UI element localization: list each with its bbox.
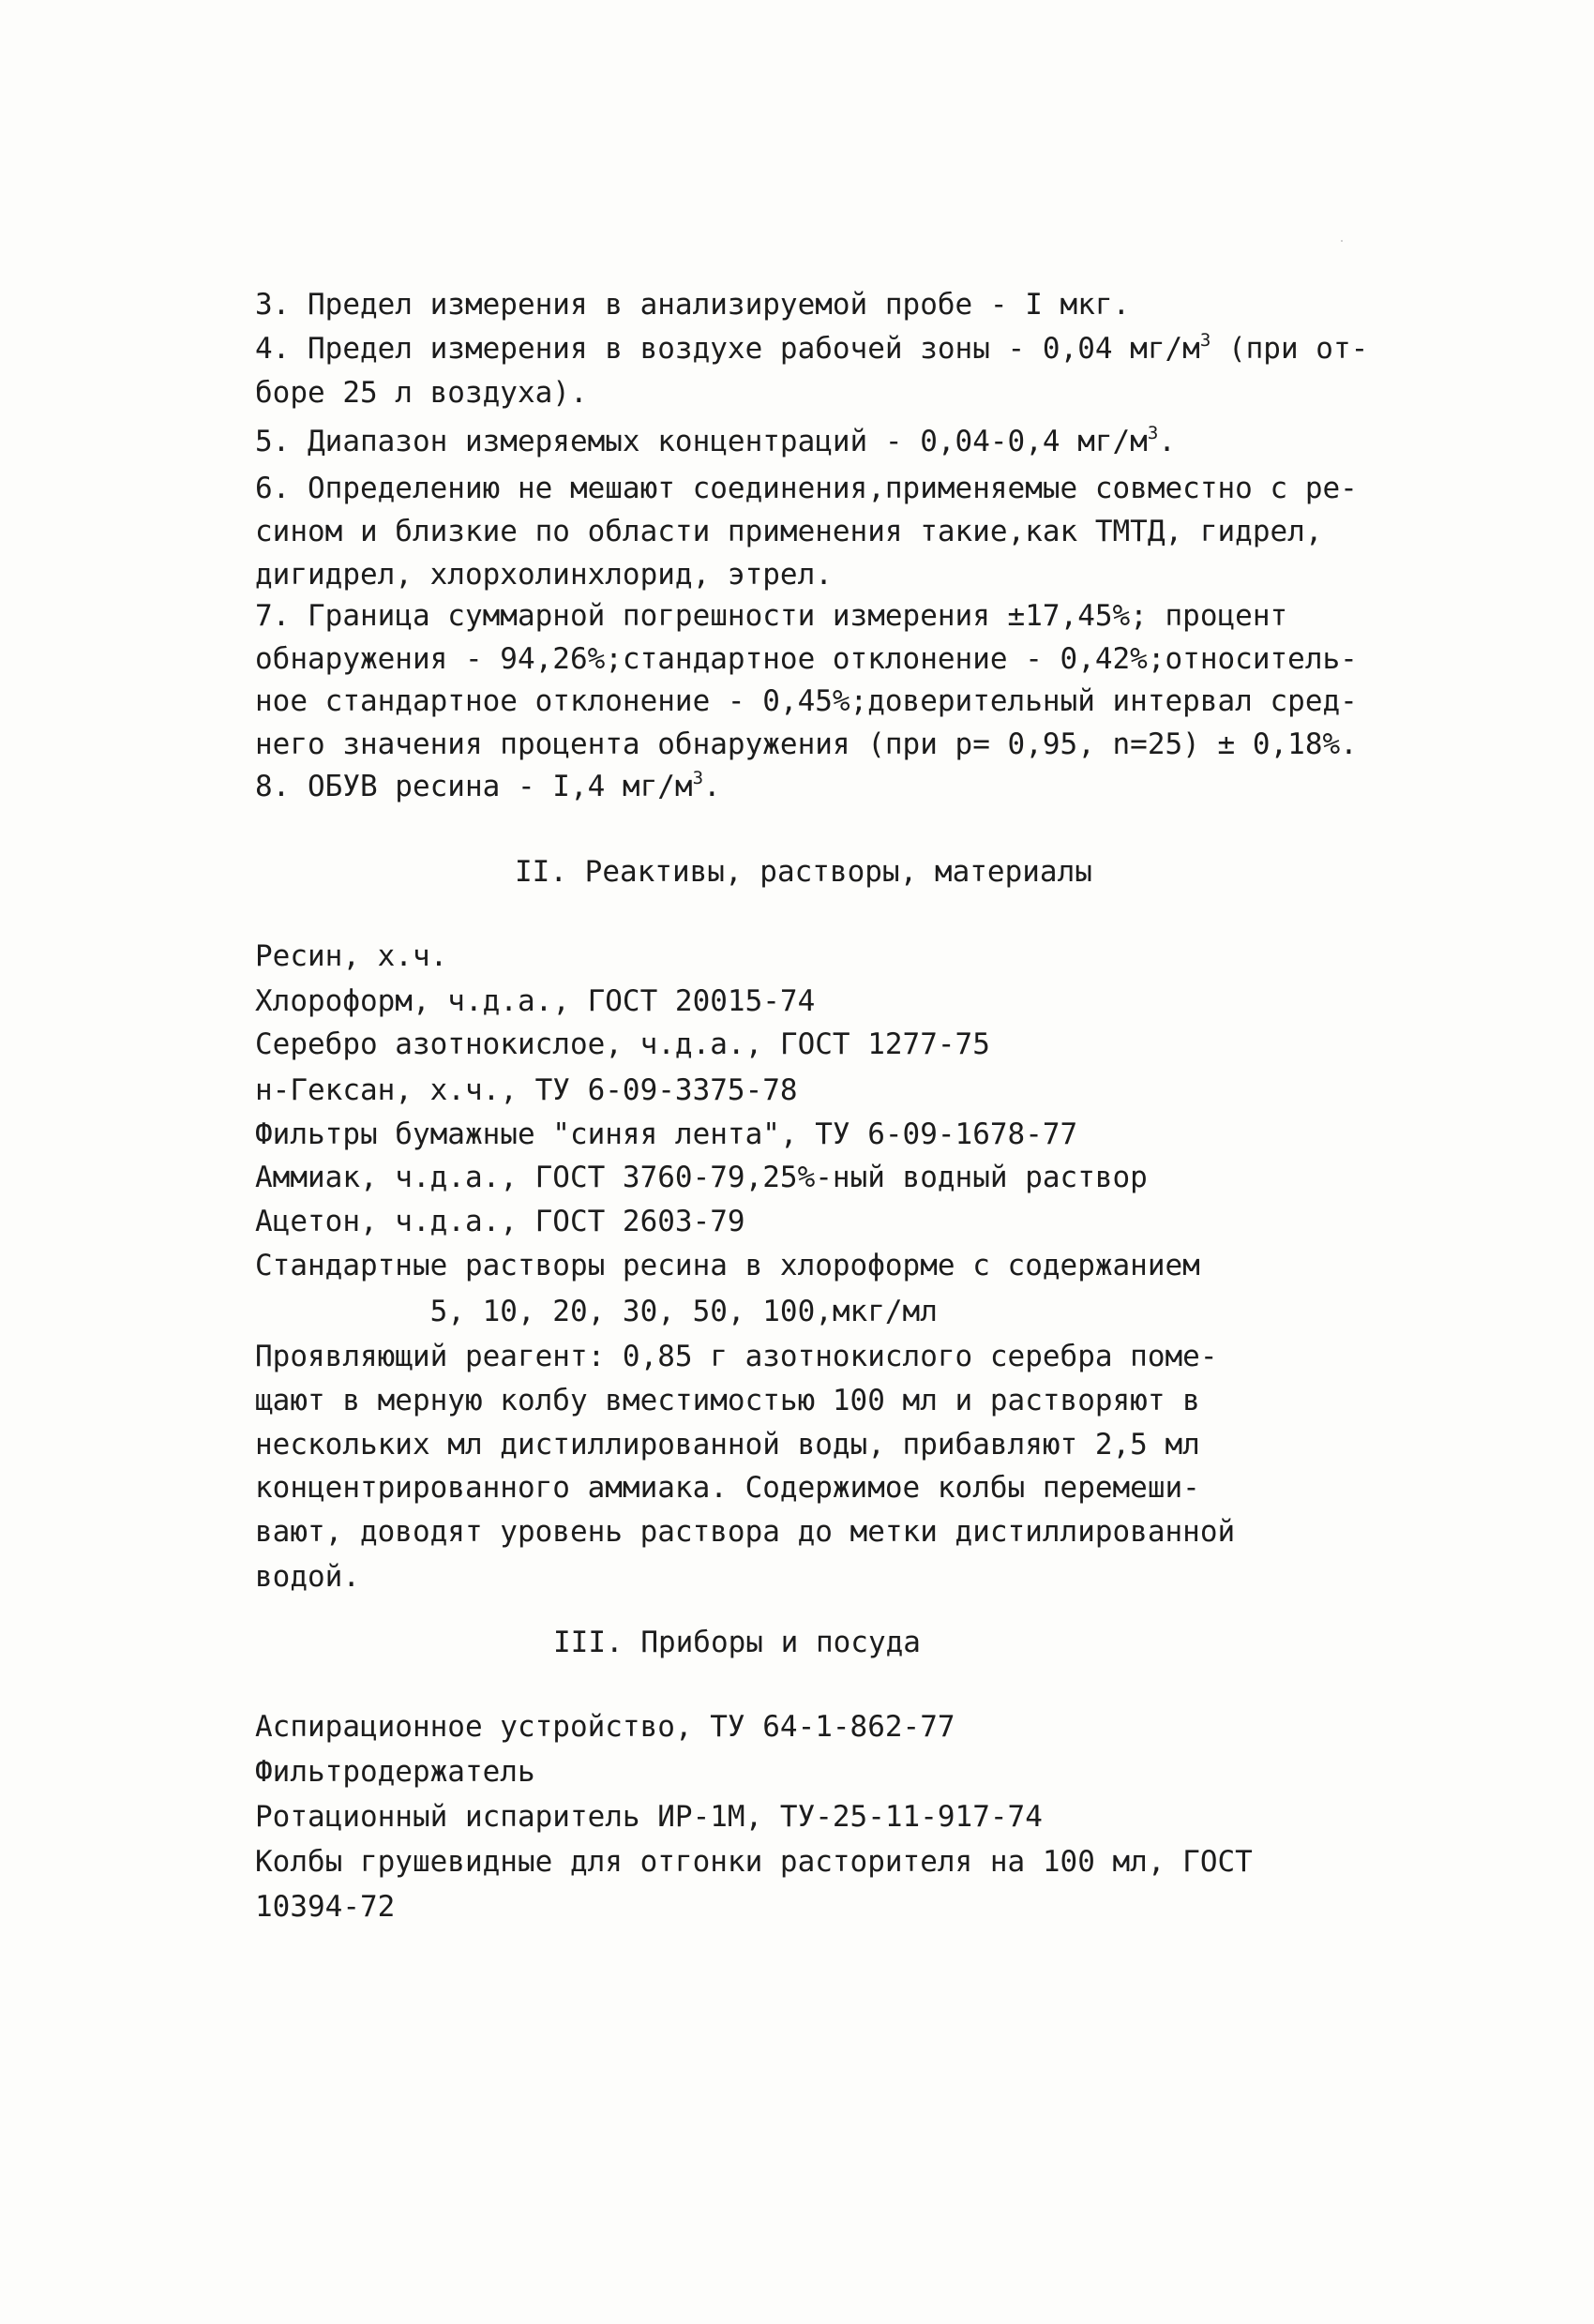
item-7-continuation-3: него значения процента обнаружения (при р= 0,95, n=25) ± 0,18%. bbox=[255, 727, 1358, 761]
scan-speck bbox=[1341, 240, 1343, 242]
item-7-line: 7. Граница суммарной погрешности измерения ±17,45%; процент bbox=[255, 599, 1288, 633]
section-2-line: Аммиак, ч.д.а., ГОСТ 3760-79,25%-ный водный раствор bbox=[255, 1161, 1148, 1194]
section-2-line: Проявляющий реагент: 0,85 г азотнокислого серебра поме- bbox=[255, 1340, 1218, 1373]
section-2-line: концентрированного аммиака. Содержимое колбы перемеши- bbox=[255, 1471, 1200, 1505]
item-4-continuation: боре 25 л воздуха). bbox=[255, 376, 588, 410]
section-2-line: вают, доводят уровень раствора до метки дистиллированной bbox=[255, 1515, 1236, 1549]
item-4-superscript: 3 bbox=[1199, 330, 1211, 351]
item-5-text: 5. Диапазон измеряемых концентраций - 0,04-0,4 мг/м bbox=[255, 425, 1148, 458]
section-2-line: Ацетон, ч.д.а., ГОСТ 2603-79 bbox=[255, 1205, 745, 1238]
item-6-continuation-2: дигидрел, хлорхолинхлорид, этрел. bbox=[255, 558, 833, 592]
section-3-line: Колбы грушевидные для отгонки расторителя на 100 мл, ГОСТ bbox=[255, 1845, 1253, 1879]
item-8-line bbox=[255, 768, 721, 805]
section-2-line: щают в мерную колбу вместимостью 100 мл и растворяют в bbox=[255, 1384, 1200, 1417]
item-8-text: 8. ОБУВ ресина - I,4 мг/м bbox=[255, 770, 693, 803]
section-3-line: Ротационный испаритель ИР-1М, ТУ-25-11-917-74 bbox=[255, 1800, 1043, 1834]
item-4-text: 4. Предел измерения в воздухе рабочей зоны - 0,04 мг/м bbox=[255, 332, 1200, 366]
item-6-line: 6. Определению не мешают соединения,применяемые совместно с ре- bbox=[255, 472, 1358, 505]
section-2-line: водой. bbox=[255, 1560, 360, 1594]
item-3-line: 3. Предел измерения в анализируемой пробе - I мкг. bbox=[255, 288, 1131, 322]
item-6-continuation-1: сином и близкие по области применения такие,как ТМТД, гидрел, bbox=[255, 515, 1323, 548]
item-5-superscript: 3 bbox=[1147, 423, 1159, 443]
section-2-line: Серебро азотнокислое, ч.д.а., ГОСТ 1277-75 bbox=[255, 1027, 990, 1061]
section-2-line: нескольких мл дистиллированной воды, прибавляют 2,5 мл bbox=[255, 1428, 1200, 1462]
section-2-line: Хлороформ, ч.д.а., ГОСТ 20015-74 bbox=[255, 984, 816, 1018]
item-4-tail: (при от- bbox=[1211, 332, 1369, 366]
item-8-tail: . bbox=[703, 770, 721, 803]
item-5-line bbox=[255, 423, 1176, 460]
item-7-continuation-1: обнаружения - 94,26%;стандартное отклонение - 0,42%;относитель- bbox=[255, 642, 1358, 676]
section-3-line: 10394-72 bbox=[255, 1890, 396, 1924]
section-2-line: н-Гексан, х.ч., ТУ 6-09-3375-78 bbox=[255, 1073, 798, 1107]
section-2-line: 5, 10, 20, 30, 50, 100,мкг/мл bbox=[255, 1295, 938, 1328]
section-3-line: Фильтродержатель bbox=[255, 1755, 535, 1789]
item-4-line bbox=[255, 330, 1368, 367]
item-5-tail: . bbox=[1158, 425, 1176, 458]
section-2-line: Фильтры бумажные "синяя лента", ТУ 6-09-1678-77 bbox=[255, 1117, 1078, 1151]
section-2-line: Ресин, х.ч. bbox=[255, 939, 448, 973]
section-3-line: Аспирационное устройство, ТУ 64-1-862-77 bbox=[255, 1710, 955, 1744]
item-8-superscript: 3 bbox=[692, 768, 704, 788]
section-2-line: Стандартные растворы ресина в хлороформе с содержанием bbox=[255, 1249, 1200, 1282]
section-2-heading: II. Реактивы, растворы, материалы bbox=[515, 855, 1092, 889]
item-7-continuation-2: ное стандартное отклонение - 0,45%;доверительный интервал сред- bbox=[255, 684, 1358, 718]
section-3-heading: III. Приборы и посуда bbox=[553, 1626, 921, 1659]
